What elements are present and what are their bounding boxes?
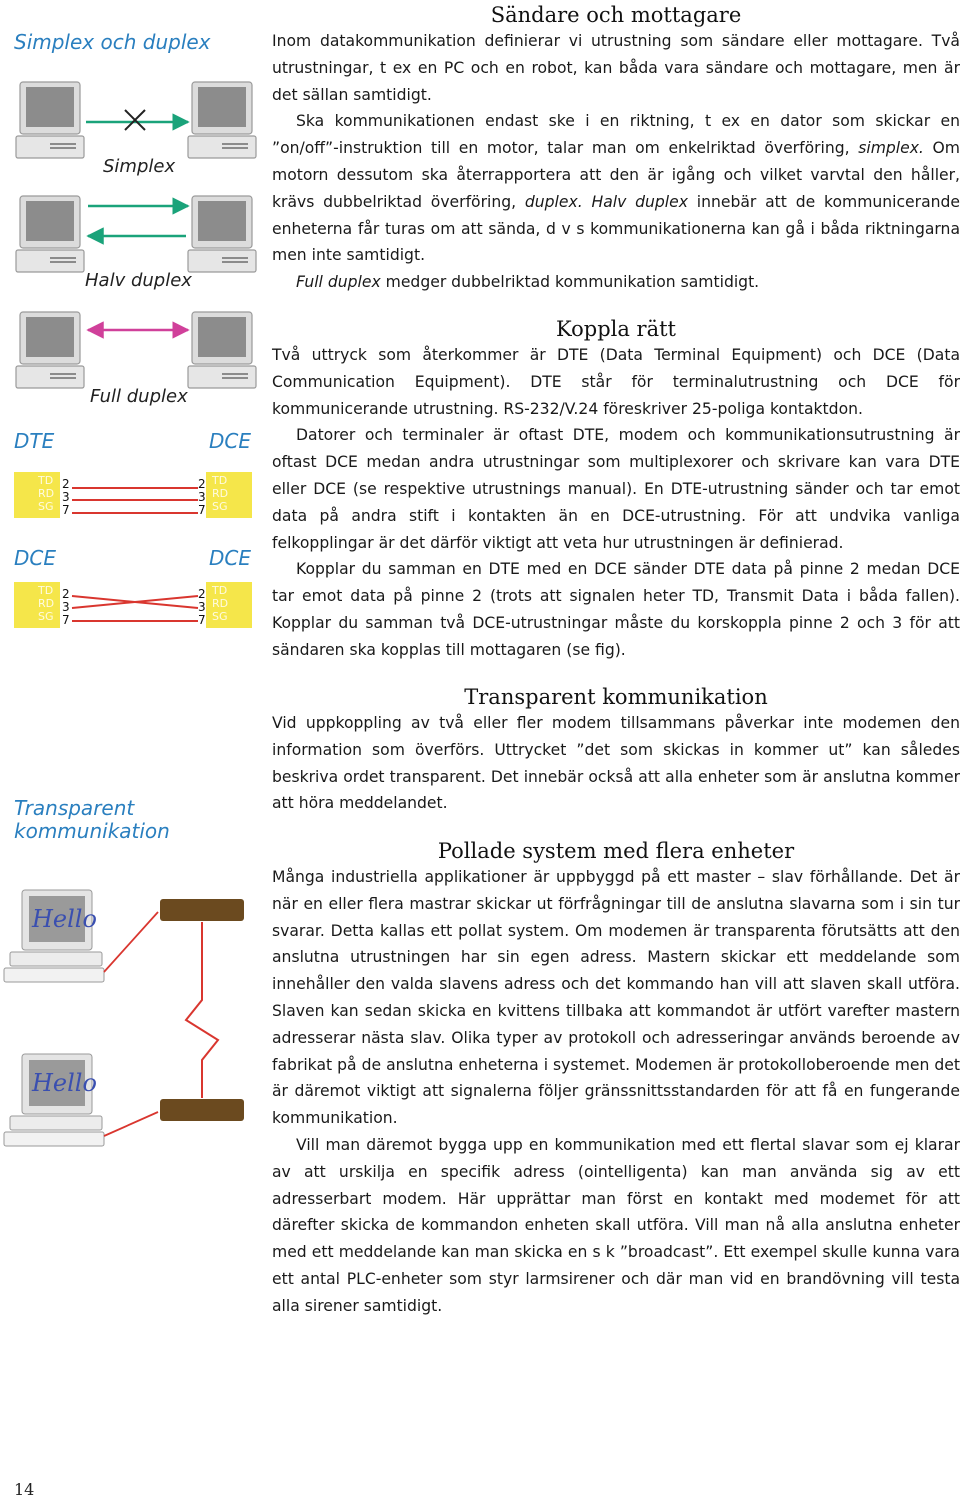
computer-icon (16, 82, 84, 158)
section-transparent (272, 684, 960, 817)
section-pollade-system (272, 838, 960, 1320)
pin-labels: TD RD SG (212, 584, 229, 623)
zigzag-link (186, 922, 218, 1098)
pin-numbers: 2 3 7 (62, 477, 70, 517)
paragraph: Datorer och terminaler är oftast DTE, modem och kommunikationsutrustning är oftast DCE medan andra utrustningar som multiplexorer och skrivare kan vara DTE eller DCE (se respektive utrustnings manual). En DTE-utrustning sänder och tar emot data på andra stift i kontakten än en DCE-utrustning. För att undvika vanliga felkopplingar är det därför viktigt att veta hur utrustningen är definierad. (272, 426, 960, 552)
modem-icon (160, 899, 244, 921)
section-sandare-mottagare (272, 2, 960, 296)
sidebar-heading-transparent-2: kommunikation (14, 819, 170, 843)
wire (104, 1112, 158, 1136)
computer-icon (16, 312, 84, 388)
section-title: Sändare och mottagare (490, 3, 742, 27)
label-full-duplex: Full duplex (90, 386, 188, 407)
pin-labels: TD RD SG (38, 584, 55, 623)
paragraph: Vid uppkoppling av två eller fler modem tillsammans påverkar inte modemen den information som överförs. Uttrycket ”det som skickas in kommer ut” kan således beskriva ordet transparent. Det innebär också att alla enheter som är anslutna kommer att höra meddelandet. (272, 714, 960, 813)
label-halv-duplex: Halv duplex (85, 270, 192, 291)
wire (104, 912, 158, 972)
paragraph: Två uttryck som återkommer är DTE (Data Terminal Equipment) och DCE (Data Communication Equipment). DTE står för terminalutrustning och DCE för kommunicerande utrustning. RS-232/V.24 föreskriver 25-poliga kontaktdon. (272, 346, 960, 418)
computer-icon (188, 82, 256, 158)
computer-icon (188, 196, 256, 272)
paragraph: Ska kommunikationen endast ske i en riktning, t ex en dator som skickar en ”on/off”-instruktion till en motor, talar man om enkelriktad överföring, simplex. Om motorn dessutom ska återrapportera att den är igång och vilket varvtal den håller, krävs dubbelriktad överföring, duplex. Halv duplex innebär att de kommunicerande enheterna får turas om att sända, d v s kommunikationerna kan gå i båda riktningarna men inte samtidigt. (272, 112, 960, 265)
computer-icon (4, 1054, 104, 1146)
pin-labels: TD RD SG (38, 474, 55, 513)
label-dte: DTE (14, 429, 55, 453)
paragraph: Många industriella applikationer är uppbyggd på ett master – slav förhållande. Det är när en eller flera mastrar skickar ut förfrågningar till de anslutna slavarna som i sin tur svarar. Detta kallas ett pollat system. Om modemen är transparenta förutsätts att den anslutna utrustningen har sin egen adress. Mastern skickar ett meddelande som innehåller den valda slavens adress och det kommando han vill att slaven skall utföra. Slaven kan sedan skicka en kvittens tillbaka att kommandot är utfört varefter mastern adresserar nästa slav. Olika typer av protokoll och adresseringar används beroende av fabrikat på de anslutna enheterna i systemet. Modemen är protokolloberoende men det är däremot viktigt att signalerna följer gränssnittsstandarden för att få en fungerande kommunikation. (272, 868, 960, 1128)
label-dce-bottom: DCE (209, 546, 252, 570)
pin-numbers: 2 3 7 (62, 587, 70, 627)
section-title: Pollade system med flera enheter (437, 839, 795, 863)
pin-numbers: 2 3 7 (198, 587, 206, 627)
paragraph: Kopplar du samman en DTE med en DCE sänder DTE data på pinne 2 medan DCE tar emot data på pinne 2 (trots att signalen heter TD, Transmit Data i båda fallen). Kopplar du samman två DCE-utrustningar måste du korskoppla pinne 2 och 3 för att sändaren ska kopplas till mottagaren (se fig). (272, 560, 960, 659)
sidebar-heading-transparent-1: Transparent (14, 796, 135, 820)
paragraph: Full duplex medger dubbelriktad kommunikation samtidigt. (296, 273, 760, 292)
paragraph: Vill man däremot bygga upp en kommunikation med ett flertal slavar som ej klarar av att urskilja en specifik adress (ointelligenta) kan man använda sig av ett adresserbart modem. Här upprättar man först en kontakt med modemet för att därefter skicka de kommandon enheten skall utföra. Vill man nå alla anslutna enheter med ett meddelande kan man skicka en s k ”broadcast”. Ett exempel skulle kunna vara ett antal PLC-enheter som styr larmsirener och där man vid en brandövning vill testa alla sirener samtidigt. (272, 1135, 960, 1315)
paragraph: Inom datakommunikation definierar vi utrustning som sändare eller mottagare. Två utrustningar, t ex en PC och en robot, kan båda vara sändare och mottagare, men är det sällan samtidigt. (272, 32, 960, 104)
label-dce-top: DCE (209, 429, 252, 453)
cross-icon (125, 110, 145, 130)
computer-icon (188, 312, 256, 388)
section-title: Transparent kommunikation (464, 685, 768, 709)
modem-icon (160, 1099, 244, 1121)
hello-text: Hello (32, 1069, 97, 1097)
sidebar-heading-simplex-duplex: Simplex och duplex (14, 30, 211, 54)
label-dce-left: DCE (14, 546, 57, 570)
section-title: Koppla rätt (555, 317, 676, 341)
computer-icon (16, 196, 84, 272)
section-koppla-ratt (272, 316, 960, 664)
hello-text: Hello (32, 905, 97, 933)
pin-labels: TD RD SG (212, 474, 229, 513)
pin-numbers: 2 3 7 (198, 477, 206, 517)
computer-icon (4, 890, 104, 982)
page-number: 14 (14, 1480, 35, 1499)
label-simplex: Simplex (103, 156, 176, 177)
